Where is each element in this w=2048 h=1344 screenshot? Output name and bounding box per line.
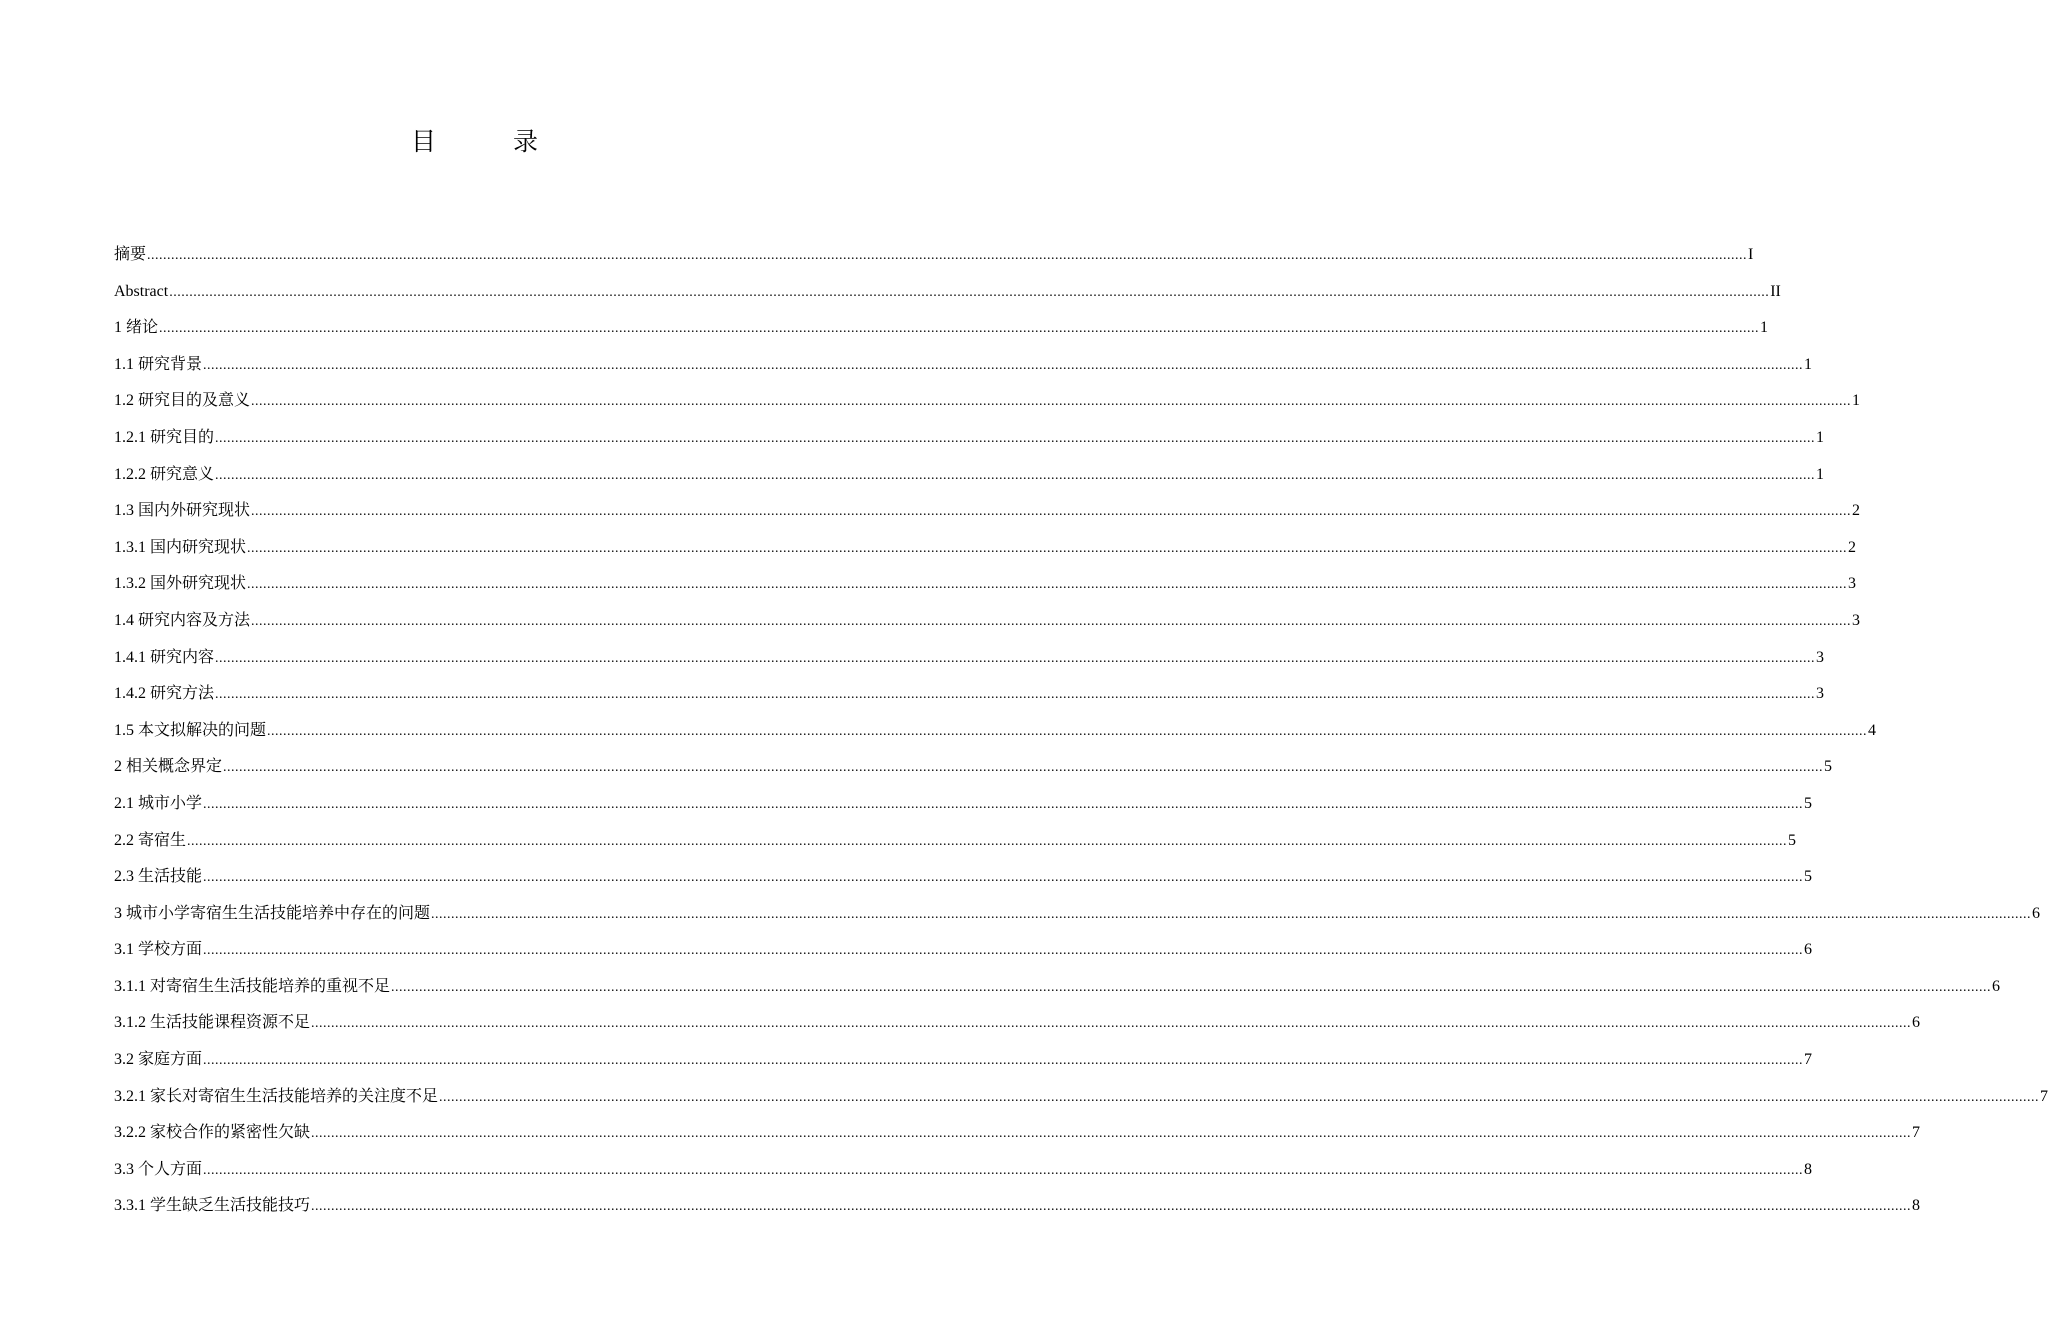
toc-entry[interactable] xyxy=(114,676,1825,713)
toc-entry-label: 1.4.1 研究内容 xyxy=(114,648,215,666)
toc-entry[interactable] xyxy=(114,1005,1921,1042)
toc-entry-page-number: 5 xyxy=(1804,794,1813,812)
toc-entry-label: 3.2.1 家长对寄宿生生活技能培养的关注度不足 xyxy=(114,1087,439,1105)
toc-entry[interactable] xyxy=(114,603,1861,640)
toc-entry-page-number: 2 xyxy=(1848,538,1857,556)
toc-dot-leader: ................................................................................................................................................................................................................................................................................................................................................................................................................ xyxy=(223,760,1824,776)
toc-dot-leader: ................................................................................................................................................................................................................................................................................................................................................................................................................ xyxy=(203,357,1804,373)
toc-entry[interactable] xyxy=(114,1042,1813,1079)
toc-entry-page-number: 4 xyxy=(1868,721,1877,739)
toc-dot-leader: ................................................................................................................................................................................................................................................................................................................................................................................................................ xyxy=(215,687,1816,703)
toc-entry-page-number: 7 xyxy=(2040,1087,2048,1105)
toc-entry[interactable] xyxy=(114,1115,1921,1152)
toc-entry-page-number: 8 xyxy=(1912,1197,1921,1215)
toc-entry-label: 1.2.1 研究目的 xyxy=(114,428,215,446)
toc-entry-label: 3.1.2 生活技能课程资源不足 xyxy=(114,1014,311,1032)
toc-dot-leader: ................................................................................................................................................................................................................................................................................................................................................................................................................ xyxy=(247,540,1848,556)
toc-entry-label: 1.2.2 研究意义 xyxy=(114,465,215,483)
toc-entry[interactable] xyxy=(114,457,1825,494)
toc-entry[interactable] xyxy=(114,310,1769,347)
toc-entry-page-number: 2 xyxy=(1852,502,1861,520)
toc-entry-label: 2 相关概念界定 xyxy=(114,758,223,776)
toc-dot-leader: ................................................................................................................................................................................................................................................................................................................................................................................................................ xyxy=(147,248,1748,263)
toc-entry-page-number: 3 xyxy=(1816,648,1825,666)
toc-entry[interactable] xyxy=(114,493,1861,530)
toc-entry-page-number: 1 xyxy=(1804,355,1813,373)
toc-entry-page-number: 3 xyxy=(1848,575,1857,593)
toc-entry-label: 1.1 研究背景 xyxy=(114,355,203,373)
toc-entry[interactable] xyxy=(114,383,1861,420)
toc-dot-leader: ................................................................................................................................................................................................................................................................................................................................................................................................................ xyxy=(203,1162,1804,1178)
toc-entry[interactable] xyxy=(114,1079,2048,1116)
toc-entry-label: 1.3.1 国内研究现状 xyxy=(114,538,247,556)
toc-dot-leader: ................................................................................................................................................................................................................................................................................................................................................................................................................ xyxy=(215,430,1816,446)
toc-entry-page-number: II xyxy=(1770,282,1781,300)
toc-entry-label: 3 城市小学寄宿生生活技能培养中存在的问题 xyxy=(114,904,431,922)
toc-dot-leader: ................................................................................................................................................................................................................................................................................................................................................................................................................ xyxy=(203,796,1804,812)
toc-dot-leader: ................................................................................................................................................................................................................................................................................................................................................................................................................ xyxy=(251,613,1852,629)
toc-entry-label: 3.3.1 学生缺乏生活技能技巧 xyxy=(114,1197,311,1215)
toc-entry[interactable] xyxy=(114,530,1857,567)
toc-entry-page-number: 1 xyxy=(1852,392,1861,410)
toc-dot-leader: ................................................................................................................................................................................................................................................................................................................................................................................................................ xyxy=(391,979,1992,995)
toc-entry-label: 1.4.2 研究方法 xyxy=(114,685,215,703)
toc-dot-leader: ................................................................................................................................................................................................................................................................................................................................................................................................................ xyxy=(439,1089,2040,1105)
toc-entry-page-number: 6 xyxy=(1804,941,1813,959)
toc-entry-label: 3.1.1 对寄宿生生活技能培养的重视不足 xyxy=(114,977,391,995)
toc-entry[interactable] xyxy=(114,237,1754,274)
toc-entry-page-number: 7 xyxy=(1912,1124,1921,1142)
toc-entry-label: 1.3 国内外研究现状 xyxy=(114,502,251,520)
toc-entry-page-number: 6 xyxy=(1912,1014,1921,1032)
toc-dot-leader: ................................................................................................................................................................................................................................................................................................................................................................................................................ xyxy=(311,1126,1912,1142)
toc-dot-leader: ................................................................................................................................................................................................................................................................................................................................................................................................................ xyxy=(267,723,1868,739)
toc-entry-label: 1.2 研究目的及意义 xyxy=(114,392,251,410)
toc-entry-page-number: 1 xyxy=(1816,428,1825,446)
toc-dot-leader: ................................................................................................................................................................................................................................................................................................................................................................................................................ xyxy=(251,504,1852,520)
toc-entry-label: 摘要 xyxy=(114,246,147,263)
toc-entry[interactable] xyxy=(114,347,1813,384)
toc-entry-label: 3.2.2 家校合作的紧密性欠缺 xyxy=(114,1124,311,1142)
toc-entry-page-number: 3 xyxy=(1852,611,1861,629)
toc-entry-page-number: 7 xyxy=(1804,1051,1813,1069)
toc-entry-label: 3.1 学校方面 xyxy=(114,941,203,959)
toc-dot-leader: ................................................................................................................................................................................................................................................................................................................................................................................................................ xyxy=(311,1016,1912,1032)
toc-entry-label: 3.3 个人方面 xyxy=(114,1160,203,1178)
toc-entry[interactable] xyxy=(114,640,1825,677)
toc-entry-page-number: 8 xyxy=(1804,1160,1813,1178)
toc-entry-page-number: 1 xyxy=(1760,319,1769,337)
toc-entry-page-number: 3 xyxy=(1816,685,1825,703)
toc-entry-page-number: 5 xyxy=(1824,758,1833,776)
toc-dot-leader: ................................................................................................................................................................................................................................................................................................................................................................................................................ xyxy=(311,1199,1912,1215)
toc-entry-page-number: 5 xyxy=(1804,868,1813,886)
toc-entry-page-number: 6 xyxy=(1992,977,2001,995)
toc-dot-leader: ................................................................................................................................................................................................................................................................................................................................................................................................................ xyxy=(203,1053,1804,1069)
toc-entry[interactable] xyxy=(114,823,1797,860)
toc-entry[interactable] xyxy=(114,566,1857,603)
toc-entry[interactable] xyxy=(114,1152,1813,1189)
toc-dot-leader: ................................................................................................................................................................................................................................................................................................................................................................................................................ xyxy=(159,321,1760,337)
toc-entry-page-number: 6 xyxy=(2032,904,2041,922)
toc-entry-page-number: 5 xyxy=(1788,831,1797,849)
toc-entry[interactable] xyxy=(114,786,1813,823)
toc-entry[interactable] xyxy=(114,859,1813,896)
toc-entry-label: 2.2 寄宿生 xyxy=(114,831,187,849)
toc-entry[interactable] xyxy=(114,1188,1921,1225)
toc-entry-label: 2.3 生活技能 xyxy=(114,868,203,886)
toc-dot-leader: ................................................................................................................................................................................................................................................................................................................................................................................................................ xyxy=(251,394,1852,410)
toc-dot-leader: ................................................................................................................................................................................................................................................................................................................................................................................................................ xyxy=(187,833,1788,849)
toc-dot-leader: ................................................................................................................................................................................................................................................................................................................................................................................................................ xyxy=(431,906,2032,922)
toc-entry[interactable] xyxy=(114,274,1781,311)
toc-entry[interactable] xyxy=(114,969,2001,1006)
toc-entry-label: 1.3.2 国外研究现状 xyxy=(114,575,247,593)
toc-entry-label: 3.2 家庭方面 xyxy=(114,1051,203,1069)
toc-entry-label: 1 绪论 xyxy=(114,319,159,337)
toc-entry-label: Abstract xyxy=(114,282,169,300)
toc-entry[interactable] xyxy=(114,896,2041,933)
toc-list xyxy=(114,237,2048,1225)
toc-dot-leader: ................................................................................................................................................................................................................................................................................................................................................................................................................ xyxy=(169,284,1770,300)
toc-entry-label: 1.5 本文拟解决的问题 xyxy=(114,721,267,739)
toc-entry[interactable] xyxy=(114,420,1825,457)
toc-dot-leader: ................................................................................................................................................................................................................................................................................................................................................................................................................ xyxy=(215,467,1816,483)
toc-entry[interactable] xyxy=(114,932,1813,969)
toc-entry-label: 1.4 研究内容及方法 xyxy=(114,611,251,629)
toc-entry[interactable] xyxy=(114,749,1833,786)
toc-entry-label: 2.1 城市小学 xyxy=(114,794,203,812)
toc-dot-leader: ................................................................................................................................................................................................................................................................................................................................................................................................................ xyxy=(215,650,1816,666)
toc-dot-leader: ................................................................................................................................................................................................................................................................................................................................................................................................................ xyxy=(203,943,1804,959)
toc-entry-page-number: I xyxy=(1748,246,1754,263)
toc-entry[interactable] xyxy=(114,713,1877,750)
toc-entry-page-number: 1 xyxy=(1816,465,1825,483)
toc-dot-leader: ................................................................................................................................................................................................................................................................................................................................................................................................................ xyxy=(247,577,1848,593)
toc-title: 目 录 xyxy=(410,127,564,156)
toc-dot-leader: ................................................................................................................................................................................................................................................................................................................................................................................................................ xyxy=(203,870,1804,886)
